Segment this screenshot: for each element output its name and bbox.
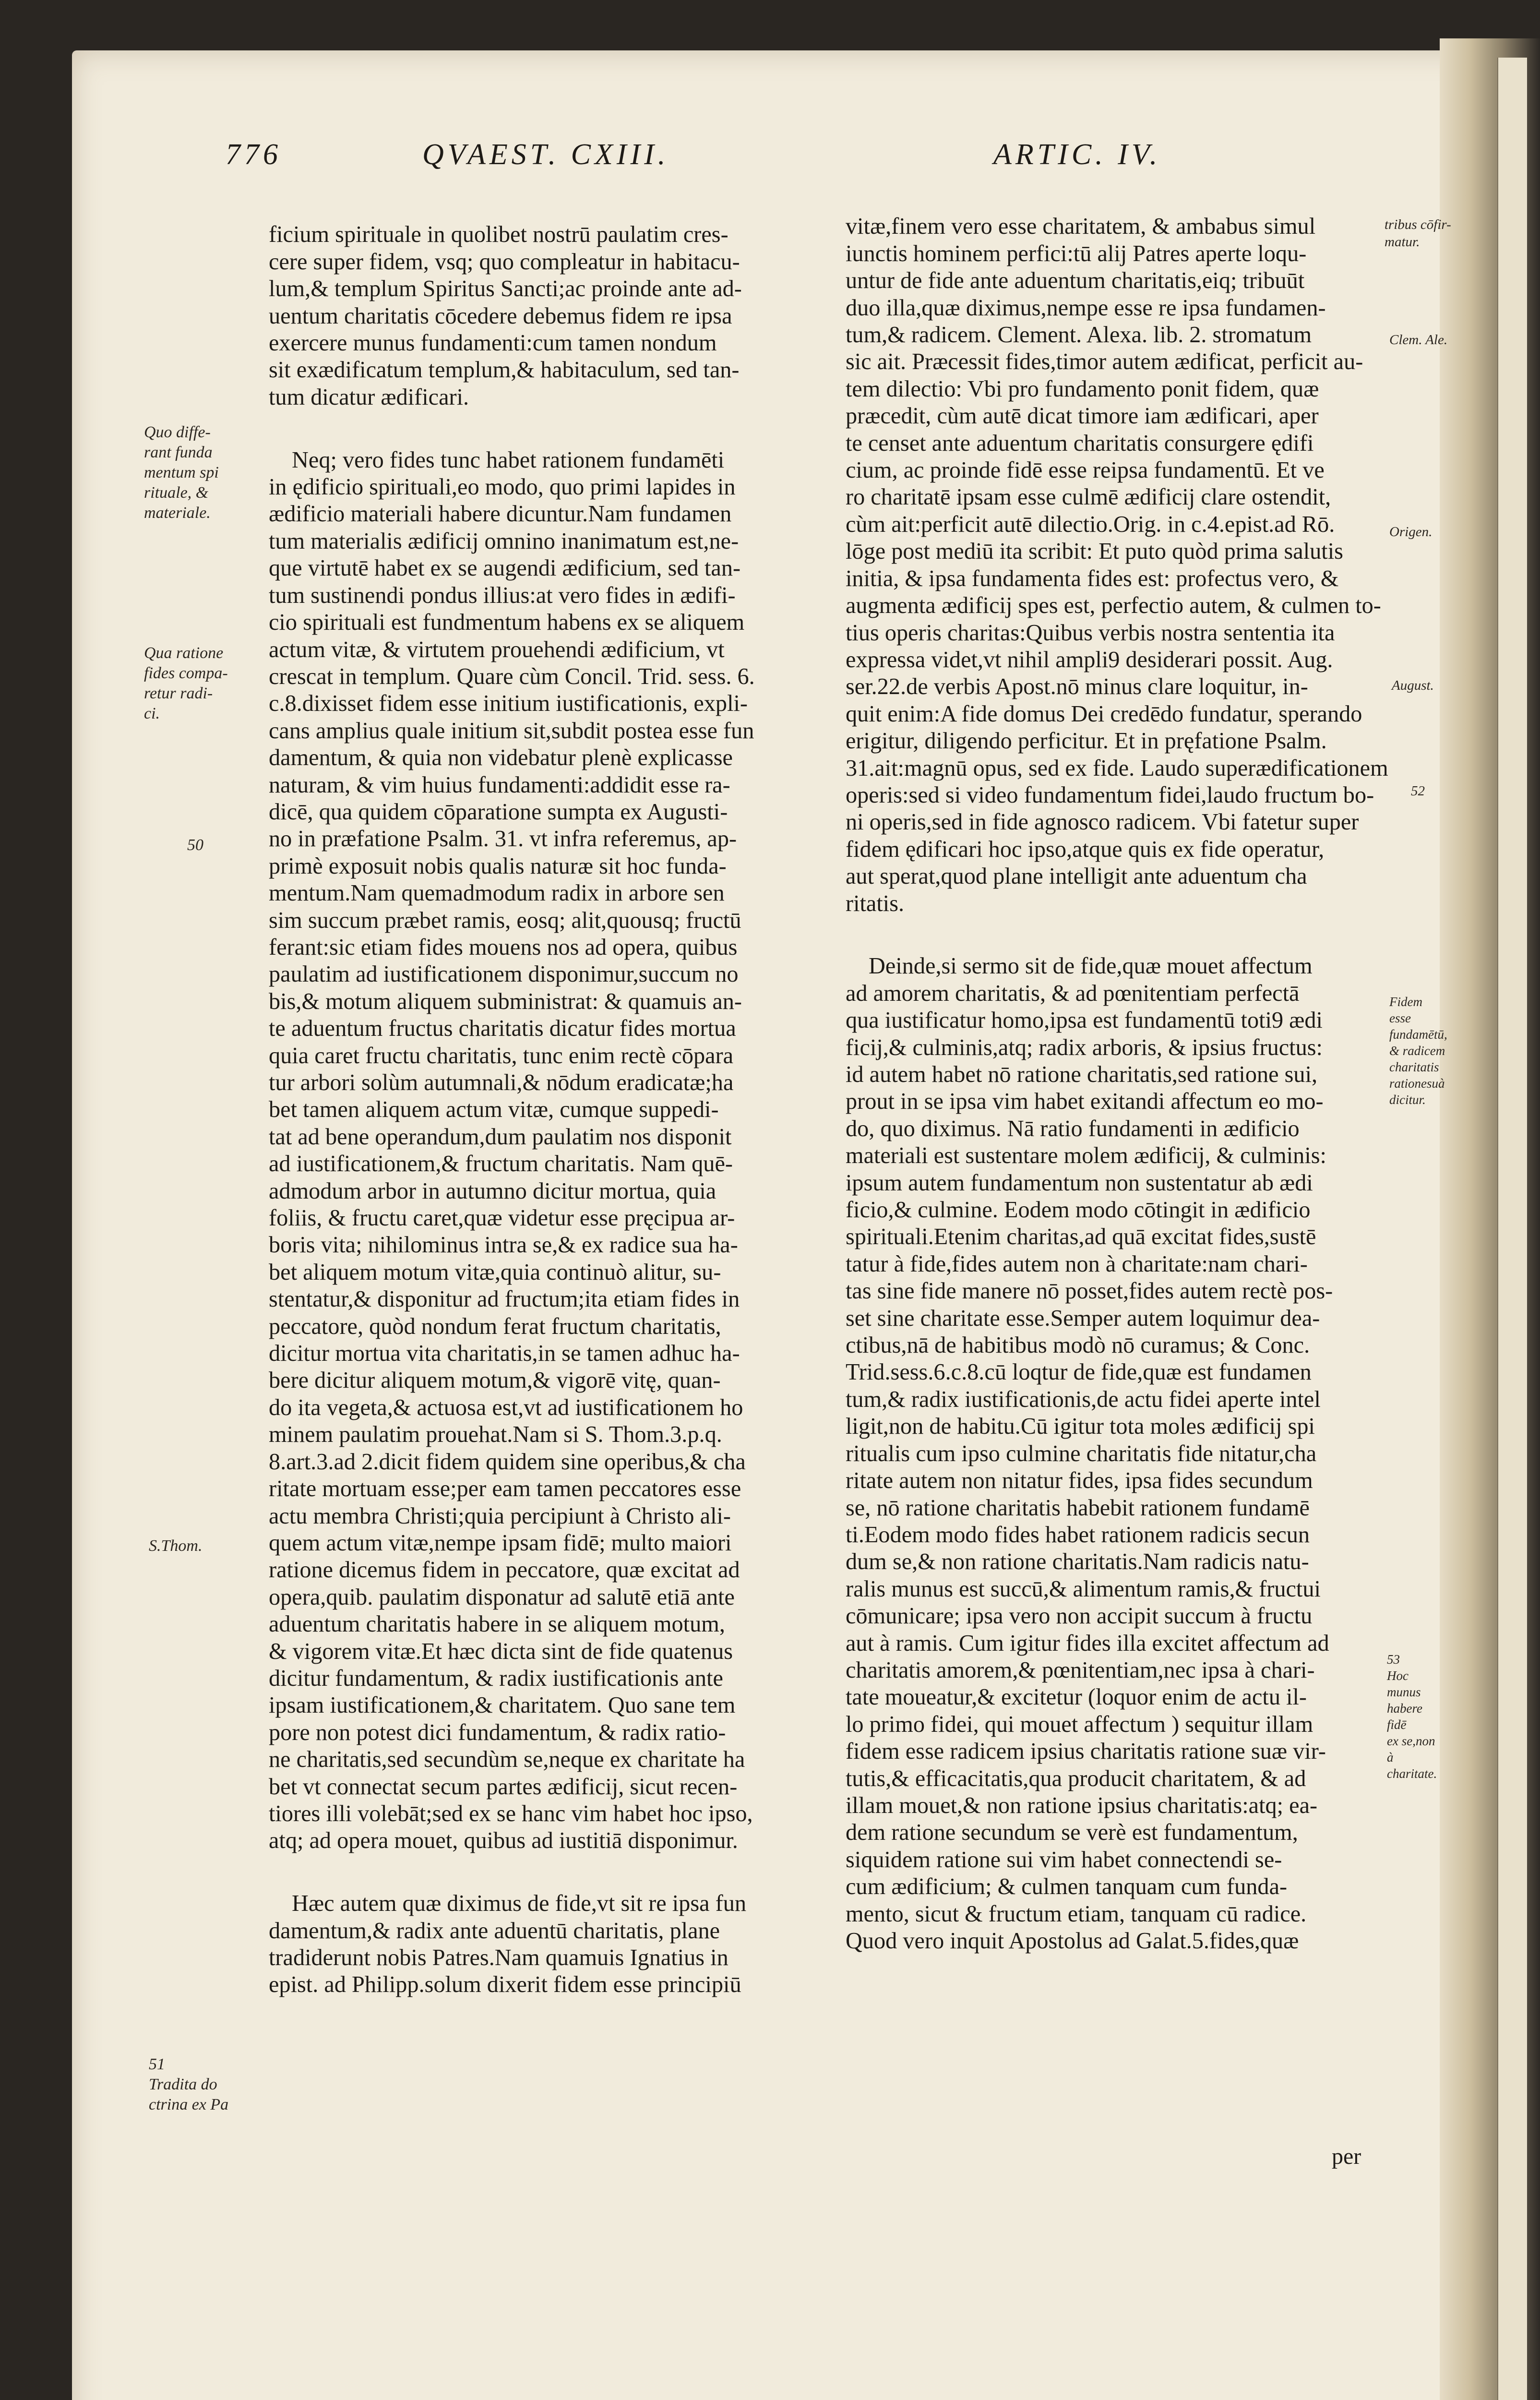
margin-note: 53 Hoc munus habere fidē ex se,non à charitate. bbox=[1387, 1652, 1437, 1781]
paragraph: vitæ,finem vero esse charitatem, & ambabus simul iunctis hominem perfici:tū alij Patres aperte loqu- untur de fide ante aduentum charitatis,eiq; tribuūt duo illa,quæ diximus,nempe esse re ipsa fundamen- tum,& radicem. Clement. Alexa. lib. 2. stromatum sic ait. Præcessit fides,timor autem ædificat, perficit au- tem dilectio: Vbi pro fundamento ponit fidem, quæ præcedit, cùm autē dicat timore iam ædificari, aper te censet ante aduentum charitatis consurgere ędifi cium, ac proinde fidē esse reipsa fundamentū. Et ve ro charitatē ipsam esse culmē ædificij clare ostendit, cùm ait:perficit autē dilectio.Orig. in c.4.epist.ad Rō. lōge post mediū ita scribit: Et puto quòd prima salutis initia, & ipsa fundamenta fides est: profectus vero, & augmenta ædificij spes est, perfectio autem, & culmen to- tius operis charitas:Quibus verbis nostra sententia ita expressa videt,vt nihil ampli9 desiderari possit. Aug. ser.22.de verbis Apost.nō minus clare loquitur, in- quit enim:A fide domus Dei credēdo fundatur, sperando erigitur, diligendo perficitur. Et in pręfatione Psalm. 31.ait:magnū opus, sed ex fide. Laudo superædificationem operis:sed si video fundamentum fidei,laudo fructum bo- ni operis,sed in fide agnosco radicem. Vbi fatetur super fidem ędificari hoc ipso,atque quis ex fide operatur, aut sperat,quod plane intelligit ante aduentum cha ritatis. bbox=[846, 214, 1388, 916]
margin-note: S.Thom. bbox=[149, 1537, 203, 1555]
paragraph: Hæc autem quæ diximus de fide,vt sit re ipsa fun damentum,& radix ante aduentū charitatis, plane tradiderunt nobis Patres.Nam quamuis Ignatius in epist. ad Philipp.solum dixerit fidem esse principiū bbox=[269, 1891, 747, 1998]
margin-note: Qua ratione fides compa- retur radi- ci. bbox=[144, 644, 228, 722]
margin-note: 52 bbox=[1411, 783, 1425, 799]
left-text-column bbox=[269, 194, 821, 2026]
catchword: per bbox=[1332, 2144, 1361, 2169]
facing-page-edge bbox=[1497, 58, 1527, 2400]
margin-note: Clem. Ale. bbox=[1389, 332, 1448, 348]
right-text-column bbox=[846, 186, 1400, 1982]
margin-note: Origen. bbox=[1389, 524, 1433, 540]
paragraph: Deinde,si sermo sit de fide,quæ mouet affectum ad amorem charitatis, & ad pœnitentiam perfectā qua iustificatur homo,ipsa est fundamentū toti9 ædi ficij,& culminis,atq; radix arboris, & ipsius fructus: id autem habet nō ratione charitatis,sed ratione sui, prout in se ipsa vim habet exitandi affectum eo mo- do, quo diximus. Nā ratio fundamenti in ædificio materiali est sustentare molem ædificij, & culminis: ipsum autem fundamentum non sustentatur ab ædi ficio,& culmine. Eodem modo cōtingit in ædificio spirituali.Etenim charitas,ad quā excitat fides,sustē tatur à fide,fides autem non à charitate:nam chari- tas sine fide manere nō posset,fides autem rectè pos- set sine charitate esse.Semper autem loquimur dea- ctibus,nā de habitibus modò nō curamus; & Conc. Trid.sess.6.c.8.cū loqtur de fide,quæ est fundamen tum,& radix iustificationis,de actu fidei aperte intel ligit,non de habitu.Cū igitur tota moles ædificij spi ritualis cum ipso culmine charitatis fide nitatur,cha ritate autem non nitatur fides, ipsa fides secundum se, nō ratione charitatis habebit rationem fundamē ti.Eodem modo fides habet rationem radicis secun dum se,& non ratione charitatis.Nam radicis natu- ralis munus est succū,& alimentum ramis,& fructui cōmunicare; ipsa vero non accipit succum à fructu aut à ramis. Cum igitur fides illa excitet affectum ad charitatis amorem,& pœnitentiam,nec ipsa à chari- tate moueatur,& excitetur (loquor enim de actu il- lo primo fidei, qui mouet affectum ) sequitur illam fidem esse radicem ipsius charitatis ratione suæ vir- tutis,& efficacitatis,qua producit charitatem, & ad illam mouet,& non ratione ipsius charitatis:atq; ea- dem ratione secundum se verè est fundamentum, siquidem ratione sui vim habet connectendi se- cum ædificium; & culmen tanquam cum funda- mento, sicut & fructum etiam, tanquam cū radice. Quod vero inquit Apostolus ad Galat.5.fides,quæ bbox=[846, 953, 1333, 1954]
paragraph: Neq; vero fides tunc habet rationem fundamēti in ędificio spirituali,eo modo, quo primi lapides in ædificio materiali habere dicuntur.Nam fundamen tum materialis ædificij omnino inanimatum est,ne- que virtutē habet ex se augendi ædificium, sed tan- tum sustinendi pondus illius:at vero fides in ædifi- cio spirituali est fundmentum habens ex se aliquem actum vitæ, & virtutem prouehendi ædificium, vt crescat in templum. Quare cùm Concil. Trid. sess. 6. c.8.dixisset fidem esse initium iustificationis, expli- cans amplius quale initium sit,subdit postea esse fun damentum, & quia non videbatur plenè explicasse naturam, & vim huius fundamenti:addidit esse ra- dicē, qua quidem cōparatione sumpta ex Augusti- no in præfatione Psalm. 31. vt infra referemus, ap- primè exposuit nobis qualis naturæ sit hoc funda- mentum.Nam quemadmodum radix in arbore sen sim succum præbet ramis, eosq; alit,quousq; fructū ferant:sic etiam fides mouens nos ad opera, quibus paulatim ad iustificationem disponimur,succum no bis,& motum aliquem subministrat: & quamuis an- te aduentum fructus charitatis dicatur fides mortua quia caret fructu charitatis, tunc enim rectè cōpara tur arbori solùm autumnali,& nōdum eradicatæ;ha bet tamen aliquem actum vitæ, cumque suppedi- tat ad bene operandum,dum paulatim nos disponit ad iustificationem,& fructum charitatis. Nam quē- admodum arbor in autumno dicitur mortua, quia foliis, & fructu caret,quæ videtur esse pręcipua ar- boris vita; nihilominus intra se,& ex radice sua ha- bet aliquem motum vitæ,quia continuò alitur, su- stentatur,& disponitur ad fructum;ita etiam fides in peccatore, quòd nondum ferat fructum charitatis, dicitur mortua vita charitatis,in se tamen adhuc ha- bere dicitur aliquem motum,& vigorē vitę, quan- do ita vegeta,& actuosa est,vt ad iustificationem ho minem paulatim prouehat.Nam si S. Thom.3.p.q. 8.art.3.ad 2.dicit fidem quidem sine operibus,& cha ritate mortuam esse;per eam tamen peccatores esse actu membra Christi;quia percipiunt à Christo ali- quem actum vitæ,nempe ipsam fidē; multo maiori ratione dicemus fidem in peccatore, quæ excitat ad opera,quib. paulatim disponatur ad salutē etiā ante aduentum charitatis habere in se aliquem motum, & vigorem vitæ.Et hæc dicta sint de fide quatenus dicitur fundamentum, & radix iustificationis ante ipsam iustificationem,& charitatem. Quo sane tem pore non potest dici fundamentum, & radix ratio- ne charitatis,sed secundùm se,neque ex charitate ha bet vt connectat secum partes ædificij, sicut recen- tiores illi volebāt;sed ex se hanc vim habet hoc ipso, atq; ad opera mouet, quibus ad iustitiā disponimur. bbox=[269, 447, 755, 1854]
page-number: 776 bbox=[226, 138, 282, 171]
margin-note: Fidem esse fundamētū, & radicem charitatis rationesuà dicitur. bbox=[1389, 995, 1447, 1107]
paragraph: ficium spirituale in quolibet nostrū paulatim cres- cere super fidem, vsq; quo compleatur in habitacu- lum,& templum Spiritus Sancti;ac proinde ante ad- uentum charitatis cōcedere debemus fidem re ipsa exercere munus fundamenti:cum tamen nondum sit exædificatum templum,& habitaculum, sed tan- tum dicatur ædificari. bbox=[269, 222, 742, 410]
margin-note: tribus cōfir- matur. bbox=[1385, 217, 1451, 250]
margin-note: Quo diffe- rant funda mentum spi rituale, & materiale. bbox=[144, 423, 219, 522]
margin-note: 51 Tradita do ctrina ex Pa bbox=[149, 2055, 229, 2113]
margin-note: 50 bbox=[187, 836, 203, 854]
running-title: QVAEST. CXIII. bbox=[422, 138, 669, 171]
article-heading: ARTIC. IV. bbox=[993, 138, 1161, 171]
margin-note: August. bbox=[1392, 678, 1434, 693]
